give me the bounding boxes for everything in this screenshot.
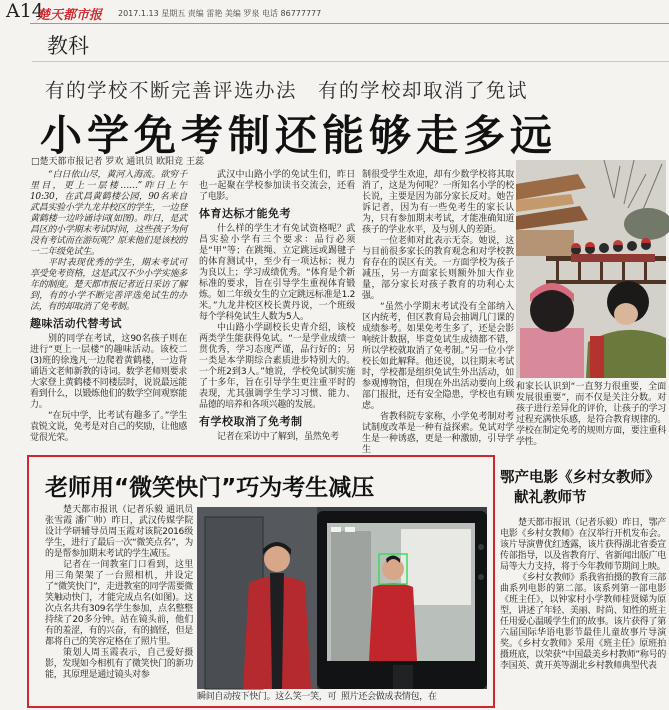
field-trip-photo-image — [516, 160, 666, 378]
body-paragraph: “在玩中学，比考试有趣多了。”学生袁锐文说，免考是对自己的奖励，让他感觉很光荣。 — [30, 411, 187, 443]
side-headline-line-1: 鄂产电影《乡村女教师》 — [500, 470, 660, 486]
side-column — [500, 518, 666, 708]
body-paragraph: 什么样的学生才有免试资格呢？武昌实验小学有三个要求：品行必须是“甲”等；在跳绳、立定跳远或踢毽子的体育测试中，至少有一项达标；视力为良以上；学习成绩优秀。“体育是个新标准的要求，旨在引导学生重视体育锻炼。如二年级女生的立定跳远标准是1.2米。”九龙井校区校长黄丹说，一个班级每个学科免试生人数为5人。 — [199, 224, 355, 322]
lead-column-3 — [362, 170, 514, 455]
box-headline: 老师用“微笑快门”巧为考生减压 — [45, 475, 375, 501]
body-paragraph: 记者在一间教室门口看到，这里用三角架架了一台照相机，并设定了“微笑快门”，走进教室的同学需要微笑触动快门，才能完成点名(如图)。这次点名共有309名学生参加，点名整整持续了20多分钟。站在镜头前，他们有的羞涩，有的兴奋，有的搞怪，但是都将自己的笑容定格在了照片里。 — [45, 560, 193, 647]
body-paragraph: 策划人周玉霞表示，自己爱好摄影，发现如今相机有了微笑快门的新功能，其原理是通过镜头对参 — [45, 648, 193, 680]
lead-column-1 — [30, 170, 187, 446]
body-paragraph: 记者在采访中了解到，虽然免考 — [217, 432, 339, 442]
body-paragraph: 武汉中山路小学的免试生们，昨日也一起聚在学校参加读书交流会，还看了电影。 — [199, 170, 355, 202]
header-divider — [30, 23, 669, 24]
body-paragraph: 《乡村女教师》系我省拍摄的教育三部曲系列电影的第二部。该系列第一部电影《班主任》，以钟家村小学教师桂贤娣为原型，讲述了年轻、美丽、时尚、知性的班主任用爱心温暖学生们的故事。该片获得了第六届国际华语电影节最佳儿童故事片导演奖。《乡村女教师》采用《班主任》原班拍摄班底，以荣获“中国最美乡村教师”称号的李国英、黄开英等湖北乡村教师典型代表 — [500, 573, 666, 671]
field-trip-photo — [516, 160, 666, 378]
side-headline — [500, 468, 666, 508]
box-continuation: 照片还会做成表情包，在 — [341, 692, 437, 702]
body-paragraph: 一位老师对此表示无奈。她说，这与目前很多家长的教育观念和对学校教育存在的误区有关。一方面学校为孩子减压，另一方面家长则额外加大作业量，部分家长对孩子教育的功利心太强。 — [362, 236, 514, 301]
lead-column-2 — [199, 170, 355, 446]
box-continuation: 瞬间自动按下快门。这么笑一笑，可 — [197, 692, 337, 702]
section-title: 教科 — [47, 34, 89, 58]
body-paragraph: 楚天都市报讯（记者乐毅）昨日，鄂产电影《乡村女教师》在汉举行开机发布会。该片导演曹优红透露，该片获得湖北省委宣传部指导，以及省教育厅、省新闻出版广电局等大力支持，将于今年教师节期间上映。 — [500, 518, 666, 572]
subheading: 有学校取消了免考制 — [199, 415, 303, 428]
page-number: A14 — [6, 0, 44, 22]
smile-shutter-photo — [197, 507, 487, 689]
side-headline-line-2: 献礼教师节 — [514, 490, 587, 506]
body-paragraph: 别的同学在考试，这90名孩子则在进行“更上一层楼”的趣味活动。该校二(3)班的徐逸凡一边爬着黄鹤楼，一边背诵语文老师新教的诗词。数学老师则要求大家登上黄鹤楼不同楼层时，说说最远能看到什么，以锻炼他们的数学空间观察能力。 — [30, 334, 187, 410]
subheading: 体育达标才能免考 — [199, 207, 291, 220]
smile-shutter-article-box — [27, 455, 495, 708]
body-paragraph: 中山路小学副校长史青介绍，该校两类学生能获得免试。“一是学业成绩一贯优秀，学习态度严谨，品行好的；另一类是本学期综合素质进步特别大的。一个班2到3人。”她说，学校免试制实施了十多年，旨在引导学生更注重平时的表现，尤其强调学生学习习惯、能力、品德的培养和各项兴趣的发展。 — [199, 323, 355, 410]
body-paragraph: “虽然小学期末考试没有全部纳入区内统考，但区教育局会抽调几门课的成绩参考。如果免考生多了，还是会影响统计数据，毕竟免试生成绩都不错，所以学校就取消了免考制。”另一位小学校长如此解释。他还说，以往期末考试时，学校都是组织免试生外出活动，如参观博物馆，但现在外出活动要向上级部门报批，还有安全隐患，学校也有顾虑。 — [362, 302, 514, 411]
body-paragraph: 楚天都市报讯（记者乐毅 通讯员张雪霞 潘广帅）昨日，武汉传媒学院设计学研辅导员周玉霞对该院2016级学生，进行了最后一次“微笑点名”，为的是帮参加期末考试的学生减压。 — [45, 505, 193, 559]
camera-on-tripod — [317, 511, 487, 689]
lead-column-4 — [516, 382, 666, 446]
lead-headline: 小学免考制还能够走多远 — [40, 111, 558, 160]
body-paragraph: 省教科院专家称，小学免考制对考试制度改革是一种有益探索。免试对学生是一种诱惑，更是一种激励，引导学生 — [362, 412, 514, 455]
box-column-1 — [45, 505, 193, 703]
intro-paragraph: 平时表现优秀的学生，期末考试可享受免考资格，这是武汉不少小学实施多年的制度。楚天都市报记者近日采访了解到，有的小学不断完善评选免试生的办法，有的却取消了免考制。 — [30, 258, 187, 312]
lead-byline: □楚天都市报记者 罗欢 通讯员 欧阳竞 王蕊 — [31, 157, 204, 167]
intro-paragraph: “白日依山尽，黄河入海流。欲穷千里目，更上一层楼……”昨日上午10:30，在武昌黄鹤楼公园，90名来自武昌实验小学九龙井校区的学生，一边登黄鹤楼一边吟诵诗词(如图)。昨日，是武昌区的小学期末考试时间，这些孩子为何没有考试而在游玩呢？原来他们是该校的一二年级免试生。 — [30, 170, 187, 257]
masthead-logo: 楚天都市报 — [37, 8, 103, 23]
issue-info: 2017.1.13 星期五 责编 雷艳 美编 罗泉 电话 86777777 — [118, 9, 322, 18]
section-divider — [32, 61, 669, 62]
body-paragraph: 制很受学生欢迎，却有少数学校将其取消了，这是为何呢？一所知名小学的校长说，主要是因为部分家长反对。她告诉记者，因为有一些免考生的家长认为，只有参加期末考试，才能准确知道孩子的学业水平，及与别人的差距。 — [362, 170, 514, 235]
subheading: 趣味活动代替考试 — [30, 317, 122, 330]
lead-subtitle: 有的学校不断完善评选办法 有的学校却取消了免试 — [45, 79, 529, 102]
body-paragraph: 和家长认识到“一直努力很重要，全面发展很重要”，而不仅是关注分数。对孩子进行差异化的评价，让孩子的学习过程充满快乐感，是符合教育规律的。学校在制定免考的规则方面，要注重科学性。 — [516, 382, 666, 447]
smile-shutter-photo-image — [197, 507, 487, 689]
